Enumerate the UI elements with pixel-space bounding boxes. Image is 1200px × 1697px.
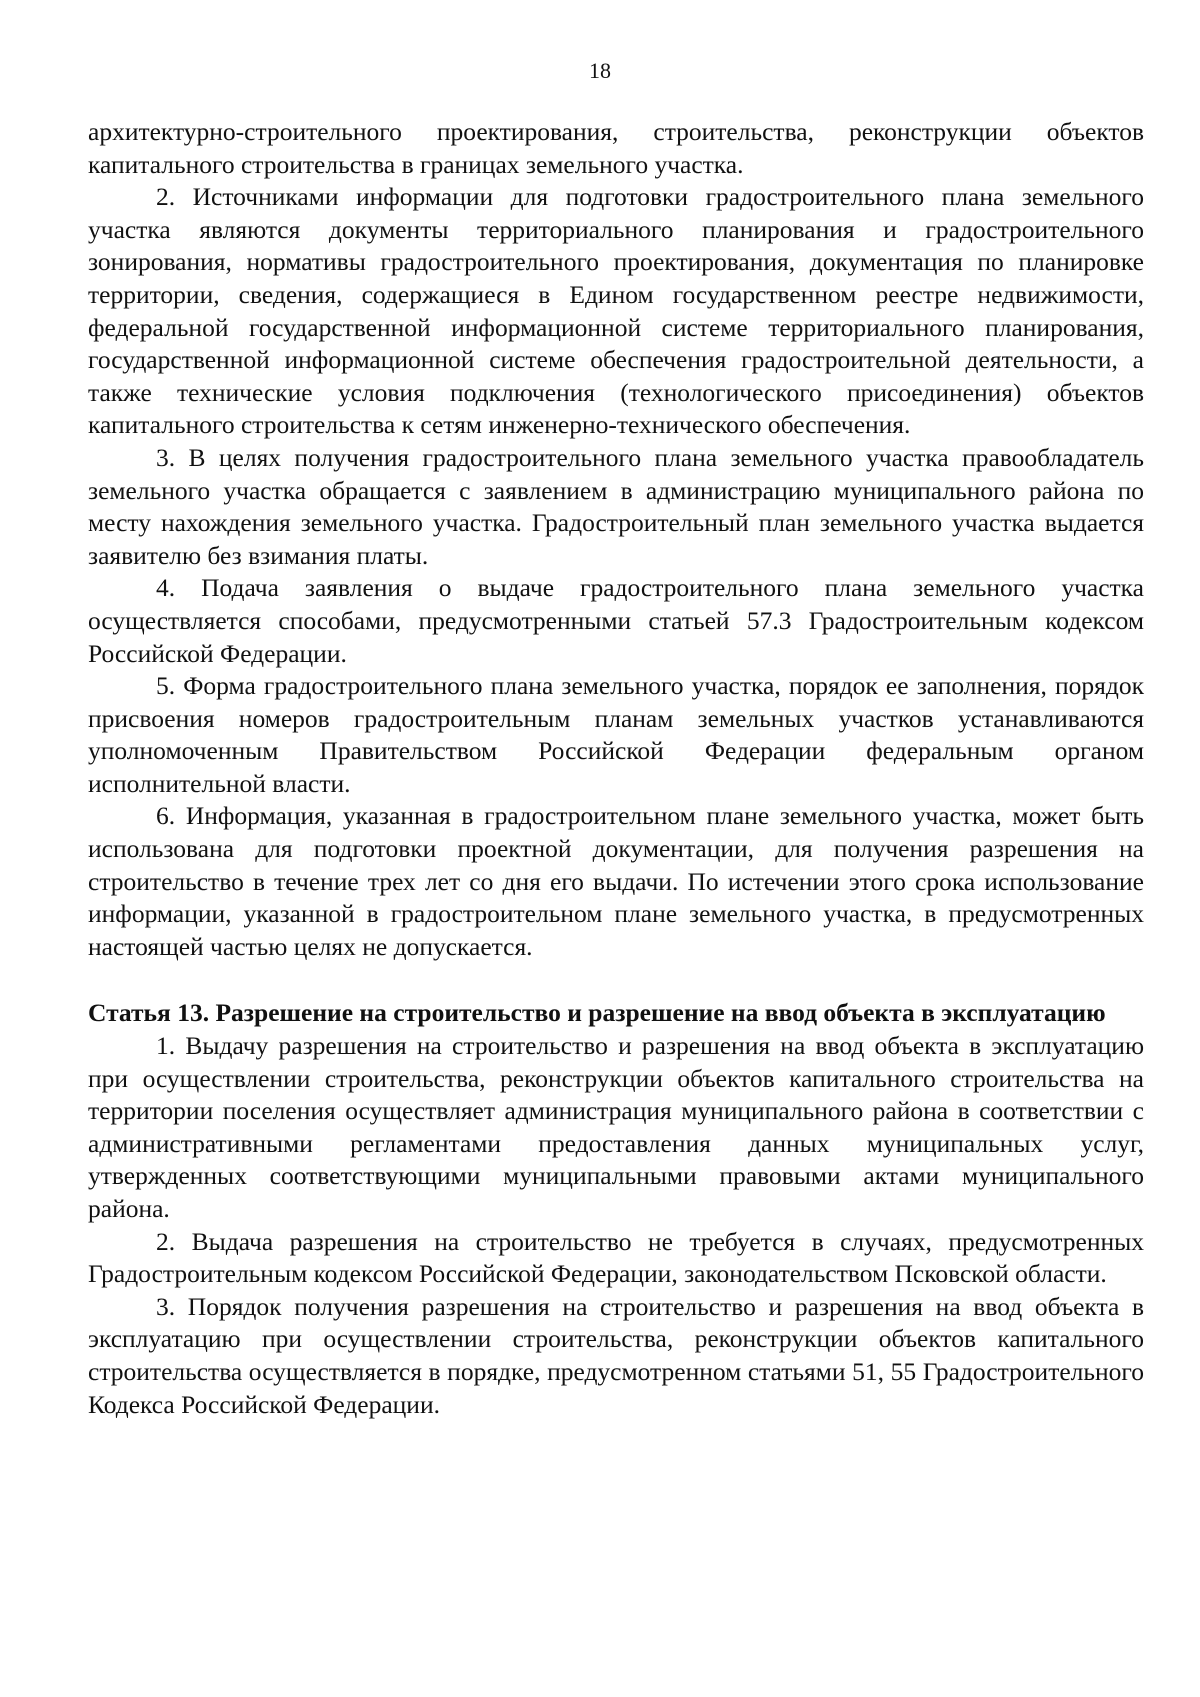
continuation-paragraph: архитектурно-строительного проектирования, строительства, реконструкции объектов капитального строительства в границах земельного участка.	[88, 117, 1144, 179]
article-13-paragraph-2: 2. Выдача разрешения на строительство не требуется в случаях, предусмотренных Градостроительным кодексом Российской Федерации, законодательством Псковской области.	[88, 1226, 1144, 1289]
paragraph-4: 4. Подача заявления о выдаче градостроительного плана земельного участка осуществляется способами, предусмотренными статьей 57.3 Градостроительным кодексом Российской Федерации.	[88, 573, 1144, 668]
paragraph-3: 3. В целях получения градостроительного плана земельного участка правообладатель земельного участка обращается с заявлением в администрацию муниципального района по месту нахождения земельного участка. Градостроительный план земельного участка выдается заявителю без взимания платы.	[88, 442, 1144, 570]
paragraph-2: 2. Источниками информации для подготовки градостроительного плана земельного участка являются документы территориального планирования и градостроительного зонирования, нормативы градостроительного проектирования, документация по планировке территории, сведения, содержащиеся в Едином государственном реестре недвижимости, федеральной государственной информационной системе территориального планирования, государственной информационной системе обеспечения градостроительной деятельности, а также технические условия подключения (технологического присоединения) объектов капитального строительства к сетям инженерно-технического обеспечения.	[88, 182, 1144, 440]
article-13-paragraph-3: 3. Порядок получения разрешения на строительство и разрешения на ввод объекта в эксплуатацию при осуществлении строительства, реконструкции объектов капитального строительства осуществляется в порядке, предусмотренном статьями 51, 55 Градостроительного Кодекса Российской Федерации.	[88, 1291, 1144, 1419]
document-body	[88, 116, 1144, 1421]
paragraph-5: 5. Форма градостроительного плана земельного участка, порядок ее заполнения, порядок присвоения номеров градостроительным планам земельных участков устанавливаются уполномоченным Правительством Российской Федерации федеральным органом исполнительной власти.	[88, 671, 1144, 798]
article-13-heading: Статья 13. Разрешение на строительство и разрешение на ввод объекта в эксплуатацию	[88, 998, 1106, 1028]
page-number: 18	[589, 58, 611, 83]
paragraph-6: 6. Информация, указанная в градостроительном плане земельного участка, может быть использована для подготовки проектной документации, для получения разрешения на строительство в течение трех лет со дня его выдачи. По истечении этого срока использование информации, указанной в градостроительном плане земельного участка, в предусмотренных настоящей частью целях не допускается.	[88, 801, 1144, 961]
article-13-paragraph-1: 1. Выдачу разрешения на строительство и разрешения на ввод объекта в эксплуатацию при осуществлении строительства, реконструкции объектов капитального строительства на территории поселения осуществляет администрация муниципального района в соответствии с административными регламентами предоставления данных муниципальных услуг, утвержденных соответствующими муниципальными правовыми актами муниципального района.	[88, 1031, 1144, 1223]
